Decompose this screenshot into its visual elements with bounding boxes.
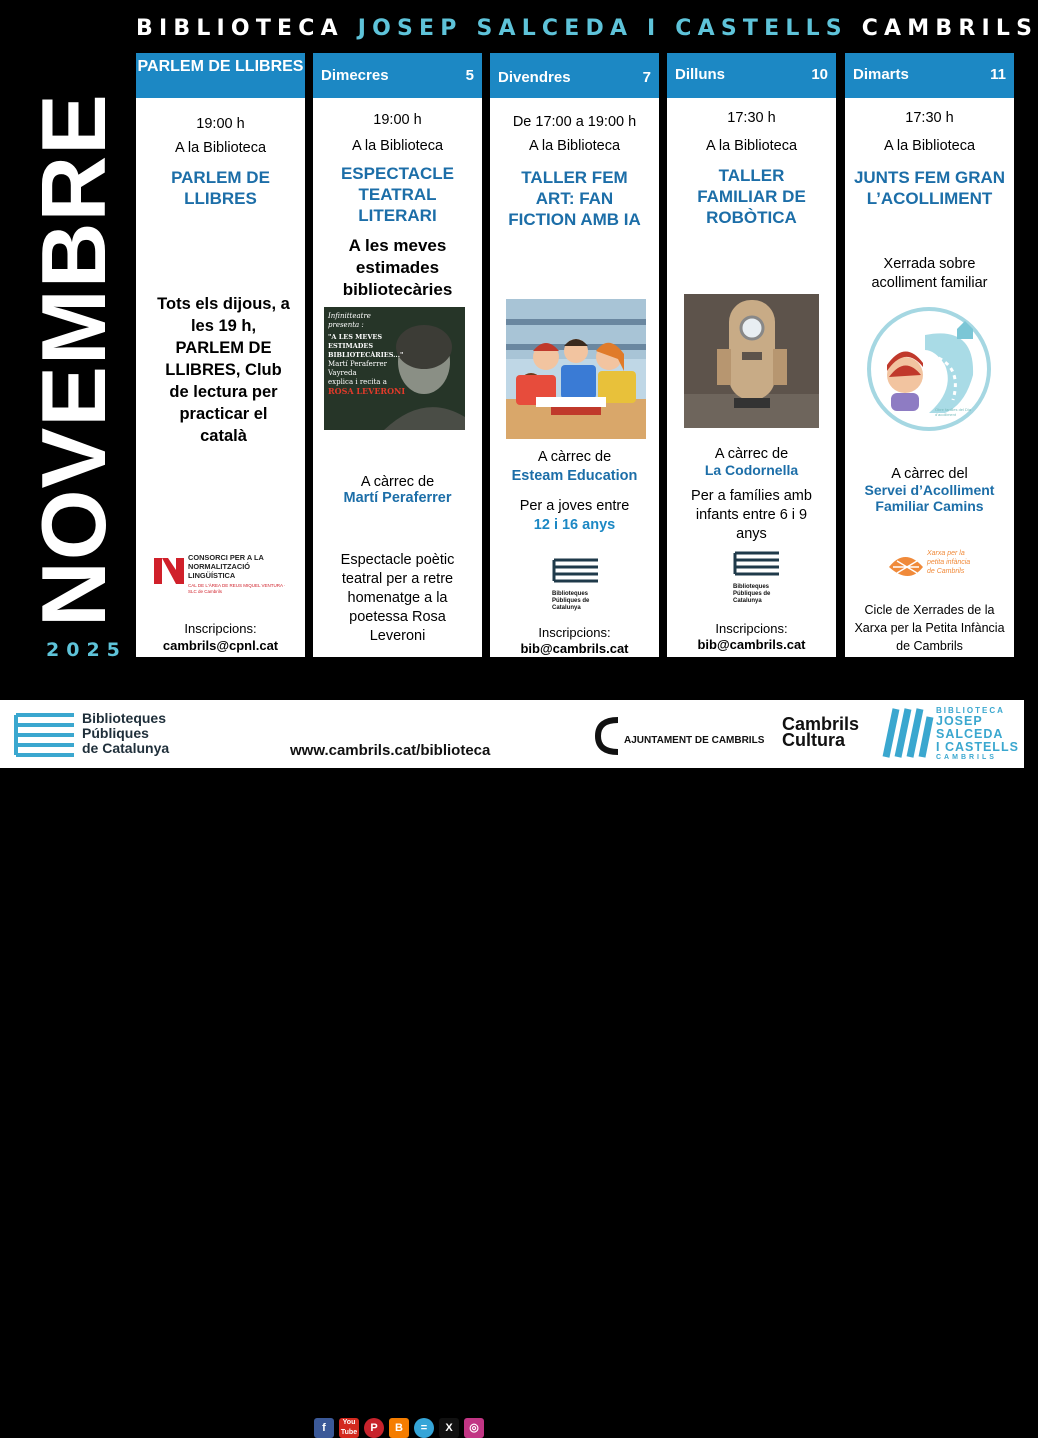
title-suffix: CAMBRILS xyxy=(861,16,1038,41)
ajuntament-icon xyxy=(594,714,622,754)
event-time: 19:00 h xyxy=(196,116,245,132)
column-date: 7 xyxy=(642,69,651,86)
bpc-logo-text: Biblioteques Públiques de Catalunya xyxy=(733,584,771,604)
blogger-icon[interactable]: B xyxy=(389,1418,409,1438)
cpnl-logo-subtext: CAL DE L'ÀREA DE REUS MIQUEL VENTURA · SLC de Cambrils xyxy=(188,583,286,594)
title-library-name: JOSEP SALCEDA I CASTELLS xyxy=(357,16,848,41)
column-header xyxy=(313,53,482,98)
library-logo-text xyxy=(936,706,1019,761)
theatre-poster-image xyxy=(324,307,465,430)
by-name: La Codornella xyxy=(704,462,799,478)
library-line-2: JOSEP xyxy=(936,714,983,728)
cpnl-logo-text: CONSORCI PER A LA NORMALITZACIÓ LINGÜÍSTICA xyxy=(188,553,264,580)
event-description: Espectacle poètic teatral per a retre homenatge a la poetessa Rosa Leveroni xyxy=(340,552,455,644)
event-title: TALLER FEM ART: FAN FICTION AMB IA xyxy=(508,168,641,229)
by-name: Esteam Education xyxy=(511,468,638,484)
column-date: 11 xyxy=(990,66,1006,83)
bpc-line-1: Biblioteques xyxy=(82,710,167,726)
poster-performer-surname: Vayreda xyxy=(328,369,357,377)
cpnl-n-icon xyxy=(154,556,184,586)
event-description: Cicle de Xerrades de la Xarxa per la Petita Infància de Cambrils xyxy=(854,603,1005,653)
event-description: Tots els dijous, a les 19 h, PARLEM DE LLIBRES, Club de lectura per practicar el català xyxy=(157,295,290,445)
event-time: De 17:00 a 19:00 h xyxy=(512,114,637,130)
ajuntament-text: AJUNTAMENT DE CAMBRILS xyxy=(624,735,765,746)
robot-image xyxy=(684,294,819,428)
acolliment-badge-image xyxy=(865,305,993,433)
poster-company: Infinitteatre xyxy=(328,312,371,320)
bpc-footer-icon xyxy=(14,711,78,757)
poster-text xyxy=(328,312,410,396)
by-label: A càrrec del xyxy=(891,466,968,482)
audience-text: Per a famílies amb infants entre 6 i 9 anys xyxy=(691,488,812,542)
event-subtitle: A les meves estimades bibliotecàries xyxy=(342,236,453,299)
by-name: Servei d’Acolliment Familiar Camins xyxy=(864,482,995,514)
event-place: A la Biblioteca xyxy=(174,140,267,156)
cpnl-logo xyxy=(154,553,289,599)
event-title: PARLEM DE LLIBRES xyxy=(171,168,270,208)
by-name: Martí Peraferrer xyxy=(343,490,452,506)
event-title: TALLER FAMILIAR DE ROBÒTICA xyxy=(697,166,806,227)
bpc-logo xyxy=(733,549,783,607)
year-label: 2025 xyxy=(46,639,127,661)
page-title xyxy=(136,16,1038,48)
column-day: Dimarts xyxy=(853,66,909,83)
library-logo-icon xyxy=(884,707,932,761)
signup-email[interactable]: bib@cambrils.cat xyxy=(520,641,629,656)
event-place: A la Biblioteca xyxy=(528,138,621,154)
event-time: 19:00 h xyxy=(373,112,422,128)
bpc-lines-icon xyxy=(552,556,600,586)
library-line-3: SALCEDA xyxy=(936,727,1004,741)
x-icon[interactable]: X xyxy=(439,1418,459,1438)
audience-text: Per a joves entre xyxy=(519,498,630,514)
robot-illustration xyxy=(684,294,819,428)
event-column-acolliment xyxy=(845,53,1014,657)
poster-presents: presenta : xyxy=(328,321,364,329)
audience-age: 12 i 16 anys xyxy=(533,517,616,533)
library-line-5: CAMBRILS xyxy=(936,754,997,761)
poster-performer: Martí Peraferrer xyxy=(328,360,387,368)
signup-label: Inscripcions: xyxy=(538,625,611,640)
library-line-1: BIBLIOTECA xyxy=(936,706,1005,715)
column-header xyxy=(845,53,1014,98)
month-vertical-title: NOVEMBRE xyxy=(24,93,125,627)
footer-bar xyxy=(0,700,1024,1436)
event-column-espectacle xyxy=(313,53,482,657)
column-header: PARLEM DE LLIBRES xyxy=(136,53,305,98)
event-title: JUNTS FEM GRAN L’ACOLLIMENT xyxy=(853,168,1006,208)
poster-poet-name: ROSA LEVERONI xyxy=(328,386,406,396)
cambrils-cultura-logo xyxy=(782,716,859,748)
column-day: Dilluns xyxy=(675,66,726,83)
kids-illustration xyxy=(506,299,646,439)
column-day: Divendres xyxy=(498,69,571,86)
poster-show-title: "A LES MEVES ESTIMADES BIBLIOTECÀRIES..." xyxy=(328,333,404,359)
poster-explains: explica i recita a xyxy=(328,378,387,386)
event-column-fanfiction xyxy=(490,53,659,657)
event-time: 17:30 h xyxy=(727,110,776,126)
badge-caption: Obre fanilies del Dia d'acolliment xyxy=(935,407,972,417)
signup-email[interactable]: bib@cambrils.cat xyxy=(697,637,806,652)
event-place: A la Biblioteca xyxy=(351,138,444,154)
link-icon[interactable]: = xyxy=(414,1418,434,1438)
by-label: A càrrec de xyxy=(714,446,789,462)
facebook-icon[interactable]: f xyxy=(314,1418,334,1438)
bpc-logo xyxy=(552,556,602,614)
reading-kids-image xyxy=(506,299,646,439)
bpc-footer-text xyxy=(82,711,169,756)
signup-label: Inscripcions: xyxy=(715,621,788,636)
bpc-line-3: de Catalunya xyxy=(82,740,170,756)
signup-label: Inscripcions: xyxy=(184,621,257,636)
event-place: A la Biblioteca xyxy=(705,138,798,154)
event-place: A la Biblioteca xyxy=(883,138,976,154)
website-link[interactable]: www.cambrils.cat/biblioteca xyxy=(290,742,491,759)
column-date: 10 xyxy=(811,66,828,83)
by-label: A càrrec de xyxy=(360,474,435,490)
xarxa-logo-text: Xarxa per la petita infància de Cambrils xyxy=(927,550,971,575)
column-header xyxy=(667,53,836,98)
title-prefix: BIBLIOTECA xyxy=(136,16,344,41)
column-date: 5 xyxy=(465,67,474,84)
library-line-4: I CASTELLS xyxy=(936,740,1019,754)
column-header xyxy=(490,53,659,98)
bpc-lines-icon xyxy=(733,549,781,579)
by-label: A càrrec de xyxy=(537,449,612,465)
event-column-robotica xyxy=(667,53,836,657)
instagram-icon[interactable]: ◎ xyxy=(464,1418,484,1438)
cultura-line-1: Cambrils xyxy=(782,714,860,734)
xarxa-logo xyxy=(883,543,979,589)
event-subtitle: Xerrada sobre acolliment familiar xyxy=(871,256,988,291)
bpc-logo-text: Biblioteques Públiques de Catalunya xyxy=(552,591,590,611)
cultura-line-2: Cultura xyxy=(782,730,845,750)
event-column-parlem xyxy=(136,53,305,657)
column-day: Dimecres xyxy=(321,67,389,84)
youtube-icon[interactable]: You Tube xyxy=(340,1419,358,1436)
event-title: ESPECTACLE TEATRAL LITERARI xyxy=(340,164,455,225)
bpc-line-2: Públiques xyxy=(82,725,149,741)
pinterest-icon[interactable]: P xyxy=(364,1418,384,1438)
event-time: 17:30 h xyxy=(905,110,954,126)
signup-email[interactable]: cambrils@cpnl.cat xyxy=(162,638,279,653)
